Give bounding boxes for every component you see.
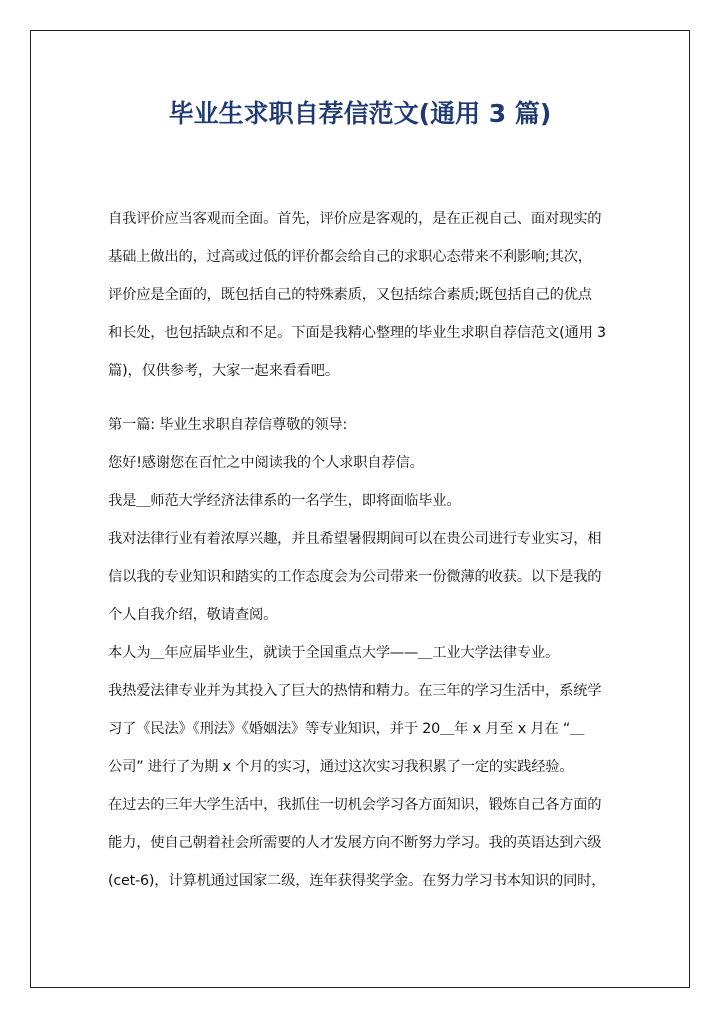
text-line: 评价应是全面的，既包括自己的特殊素质，又包括综合素质;既包括自己的优点 bbox=[108, 287, 592, 303]
letter-body bbox=[108, 406, 618, 900]
text-line: 我热爱法律专业并为其投入了巨大的热情和精力。在三年的学习生活中，系统学 bbox=[108, 683, 602, 699]
text-line: 公司” 进行了为期 x 个月的实习，通过这次实习我积累了一定的实践经验。 bbox=[108, 759, 574, 775]
text-line: 基础上做出的，过高或过低的评价都会给自己的求职心态带来不利影响;其次， bbox=[108, 249, 592, 265]
text-line: 习了《民法》《刑法》《婚姻法》等专业知识，并于 20＿年 x 月至 x 月在 “＿ bbox=[108, 721, 585, 737]
text-line: 我对法律行业有着浓厚兴趣，并且希望暑假期间可以在贵公司进行专业实习，相 bbox=[108, 531, 602, 547]
text-line: 我是＿师范大学经济法律系的一名学生，即将面临毕业。 bbox=[108, 493, 461, 509]
text-line: 您好!感谢您在百忙之中阅读我的个人求职自荐信。 bbox=[108, 455, 424, 471]
intro-paragraph bbox=[108, 200, 618, 390]
text-line: 个人自我介绍，敬请查阅。 bbox=[108, 607, 278, 623]
text-line: (cet-6)，计算机通过国家二级，连年获得奖学金。在努力学习书本知识的同时， bbox=[108, 873, 606, 889]
text-line: 篇)，仅供参考，大家一起来看看吧。 bbox=[108, 363, 339, 379]
text-line: 能力，使自己朝着社会所需要的人才发展方向不断努力学习。我的英语达到六级 bbox=[108, 835, 602, 851]
text-line: 自我评价应当客观而全面。首先，评价应是客观的，是在正视自己、面对现实的 bbox=[108, 211, 602, 227]
section-heading: 第一篇: 毕业生求职自荐信尊敬的领导: bbox=[108, 417, 348, 433]
text-line: 本人为＿年应届毕业生，就读于全国重点大学——＿工业大学法律专业。 bbox=[108, 645, 560, 661]
text-line: 信以我的专业知识和踏实的工作态度会为公司带来一份微薄的收获。以下是我的 bbox=[108, 569, 602, 585]
text-line: 在过去的三年大学生活中，我抓住一切机会学习各方面知识，锻炼自己各方面的 bbox=[108, 797, 602, 813]
document-title: 毕业生求职自荐信范文(通用 3 篇) bbox=[168, 99, 552, 128]
text-line: 和长处，也包括缺点和不足。下面是我精心整理的毕业生求职自荐信范文(通用 3 bbox=[108, 325, 606, 341]
